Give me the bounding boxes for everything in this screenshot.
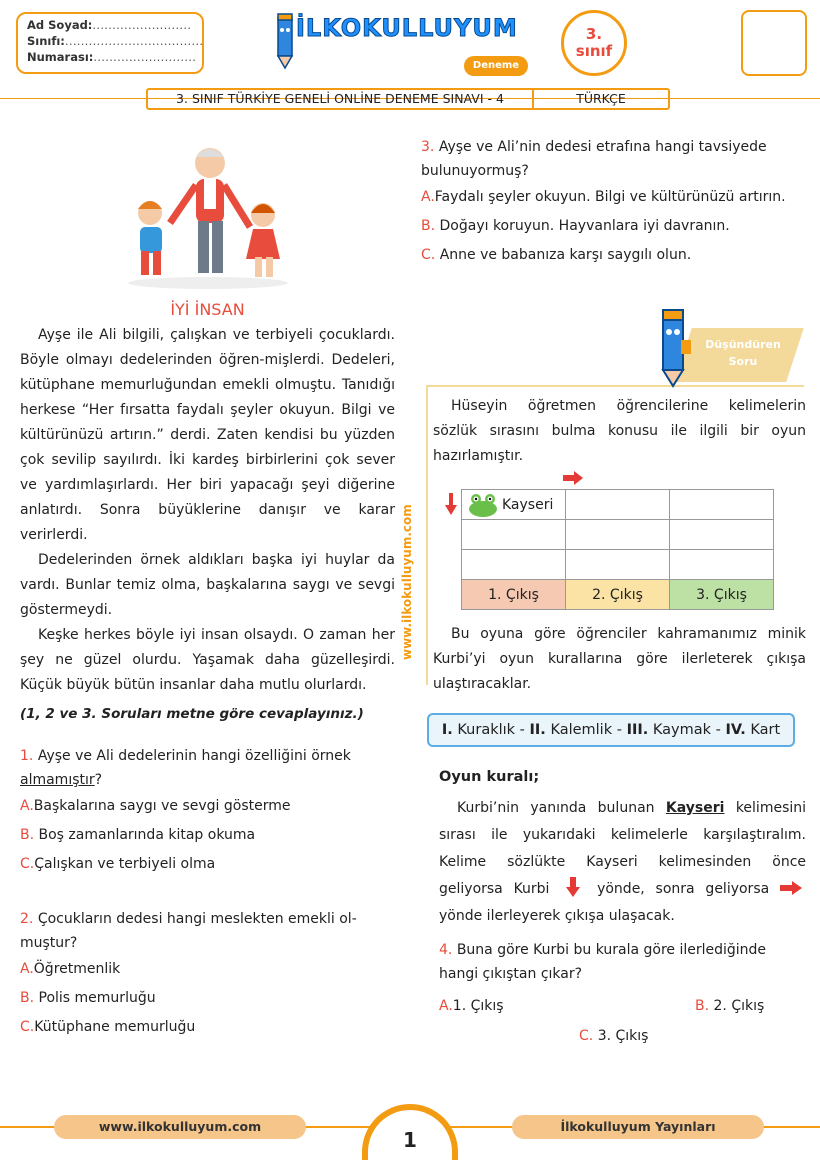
option-text: 2. Çıkış bbox=[713, 998, 765, 1014]
option-2b[interactable] bbox=[20, 984, 395, 1013]
option-text: Faydalı şeyler okuyun. Bilgi ve kültürünüzü artırın. bbox=[434, 189, 786, 205]
rule-text-b: kelimesini sırası ile yukarıdaki kelimelerle karşılaştıralım. Kelime sözlükte Kayseri kelimesinden önce geliyorsa Kurbi bbox=[439, 800, 807, 897]
option-text: Öğretmenlik bbox=[33, 961, 121, 977]
word-list-box: I. Kuraklık - II. Kalemlik - III. Kaymak - IV. Kart bbox=[427, 713, 795, 747]
down-arrow-icon bbox=[445, 493, 457, 515]
q4-options bbox=[421, 992, 806, 1052]
option-text: Anne ve babanıza karşı saygılı olun. bbox=[439, 247, 692, 263]
exit-2: 2. Çıkış bbox=[566, 580, 670, 610]
story-paragraph-1: Ayşe ile Ali bilgili, çalışkan ve terbiyeli çocuklardı. Böyle olmayı dedelerinden öğren-mişlerdi. Dedeleri, kütüphane memurluğundan emekli olmuştu. Tanıdığı herkese “Her fırsatta faydalı şeyler okuyun. Bilgi ve kültürünüzü artırın.” derdi. Zaten kendisi bu yüzden çok sevilip sayılırdı. İki kardeş birbirlerini çok sever ve yardımlaşırlardı. Her biri yapacağı şeyi diğerine anlatırdı. Sonra büyüklerine danışır ve karar verirlerdi. bbox=[20, 327, 395, 543]
game-board bbox=[421, 489, 806, 610]
pencil-mascot-icon bbox=[653, 304, 693, 388]
grid-cell bbox=[566, 550, 670, 580]
question-text: Çocukların dedesi hangi meslekten emekli ol-muştur? bbox=[20, 911, 357, 951]
grid-cell bbox=[670, 520, 774, 550]
option-4a[interactable] bbox=[439, 992, 504, 1021]
grade-label: sınıf bbox=[575, 42, 613, 60]
think-label-line-2: Soru bbox=[728, 355, 758, 368]
option-4b[interactable] bbox=[695, 992, 764, 1021]
word-item: Kalemlik bbox=[550, 722, 613, 738]
option-letter: B. bbox=[421, 218, 436, 234]
question-1 bbox=[20, 744, 395, 792]
option-letter: C. bbox=[20, 1019, 35, 1035]
option-text: Boş zamanlarında kitap okuma bbox=[38, 827, 256, 843]
footer-publisher: İlkokulluyum Yayınları bbox=[512, 1115, 764, 1139]
name-field: Ad Soyad:......................... bbox=[27, 18, 192, 32]
question-emphasis: almamıştır bbox=[20, 772, 95, 788]
down-arrow-icon bbox=[566, 877, 580, 897]
logo-badge: Deneme bbox=[464, 56, 528, 76]
grid-cell bbox=[566, 490, 670, 520]
option-text: Çalışkan ve terbiyeli olma bbox=[34, 856, 216, 872]
score-box bbox=[741, 10, 807, 76]
grid-cell bbox=[670, 550, 774, 580]
think-label-line-1: Düşündüren bbox=[705, 338, 781, 351]
option-4c[interactable] bbox=[579, 1022, 648, 1051]
footer-website[interactable]: www.ilkokulluyum.com bbox=[54, 1115, 306, 1139]
rule-text-c: yönde, sonra geliyorsa bbox=[597, 881, 770, 897]
question-2 bbox=[20, 907, 395, 955]
left-column bbox=[20, 135, 395, 1042]
arrow-row bbox=[421, 469, 806, 487]
option-letter: A. bbox=[20, 961, 34, 977]
student-info-box bbox=[16, 12, 204, 74]
right-arrow-icon bbox=[563, 471, 583, 485]
question-3 bbox=[421, 135, 806, 183]
option-1a[interactable] bbox=[20, 792, 395, 821]
option-1c[interactable] bbox=[20, 850, 395, 879]
word-item: Kaymak bbox=[652, 722, 712, 738]
roman-numeral: III. bbox=[626, 722, 649, 738]
option-3c[interactable] bbox=[421, 241, 806, 270]
think-question-header bbox=[421, 300, 806, 390]
story-paragraph-2: Dedelerinden örnek aldıkları başka iyi huylar da vardı. Bunlar temiz olma, başkalarına saygı ve sevgi göstermeydi. bbox=[20, 552, 395, 618]
exam-title-bar bbox=[146, 88, 670, 110]
grid-cell bbox=[670, 490, 774, 520]
roman-numeral: IV. bbox=[725, 722, 746, 738]
option-2c[interactable] bbox=[20, 1013, 395, 1042]
logo bbox=[268, 8, 538, 80]
word-item: Kart bbox=[750, 722, 781, 738]
think-label bbox=[691, 336, 795, 370]
pencil-mascot-icon bbox=[272, 10, 298, 70]
start-cell bbox=[462, 490, 566, 520]
story-title: İYİ İNSAN bbox=[170, 300, 245, 319]
question-text: Ayşe ve Ali dedelerinin hangi özelliğini örnek bbox=[37, 748, 351, 764]
option-3a[interactable] bbox=[421, 183, 806, 212]
option-letter: C. bbox=[20, 856, 35, 872]
option-text: 3. Çıkış bbox=[597, 1028, 649, 1044]
rule-title: Oyun kuralı; bbox=[439, 769, 540, 785]
grade-number: 3. bbox=[585, 25, 603, 43]
option-letter: B. bbox=[20, 990, 35, 1006]
option-letter: A. bbox=[439, 998, 453, 1014]
page-number: 1 bbox=[362, 1104, 458, 1160]
option-letter: A. bbox=[20, 798, 34, 814]
start-word: Kayseri bbox=[502, 496, 554, 513]
side-url: www.ilkokulluyum.com bbox=[400, 504, 414, 660]
option-letter: B. bbox=[20, 827, 35, 843]
option-text: 1. Çıkış bbox=[452, 998, 504, 1014]
option-1b[interactable] bbox=[20, 821, 395, 850]
exit-3: 3. Çıkış bbox=[670, 580, 774, 610]
grid-cell bbox=[566, 520, 670, 550]
grade-badge bbox=[561, 10, 627, 76]
question-text: Buna göre Kurbi bu kurala göre ilerlediğinde hangi çıkıştan çıkar? bbox=[439, 942, 767, 982]
game-intro: Hüseyin öğretmen öğrencilerine kelimelerin sözlük sırasını bulma konusu ile ilgili bir oyun hazırlamıştır. bbox=[433, 398, 806, 464]
option-text: Başkalarına saygı ve sevgi gösterme bbox=[33, 798, 291, 814]
question-end: ? bbox=[94, 772, 103, 788]
option-text: Kütüphane memurluğu bbox=[34, 1019, 196, 1035]
rule-key-word: Kayseri bbox=[665, 800, 725, 816]
instruction-note: (1, 2 ve 3. Soruları metne göre cevaplayınız.) bbox=[20, 706, 364, 722]
game-grid bbox=[461, 489, 774, 610]
number-field: Numarası:.......................... bbox=[27, 50, 197, 64]
question-number: 2. bbox=[20, 911, 34, 927]
exit-1: 1. Çıkış bbox=[462, 580, 566, 610]
option-3b[interactable] bbox=[421, 212, 806, 241]
grid-cell bbox=[462, 520, 566, 550]
word-item: Kuraklık bbox=[457, 722, 516, 738]
logo-text: İLKOKULLUYUM bbox=[296, 14, 518, 42]
option-text: Doğayı koruyun. Hayvanlara iyi davranın. bbox=[439, 218, 730, 234]
rule-text-d: yönde ilerleyerek çıkışa ulaşacak. bbox=[439, 908, 675, 924]
grandfather-children-illustration bbox=[108, 135, 308, 290]
roman-numeral: II. bbox=[529, 722, 546, 738]
frog-icon bbox=[466, 492, 500, 518]
option-letter: A. bbox=[421, 189, 435, 205]
exam-title: 3. SINIF TÜRKİYE GENELİ ONLİNE DENEME SINAVI - 4 bbox=[148, 90, 534, 108]
option-letter: C. bbox=[421, 247, 436, 263]
rule-text bbox=[439, 795, 806, 930]
game-after: Bu oyuna göre öğrenciler kahramanımız minik Kurbi’yi oyun kurallarına göre ilerleterek çıkışa ulaştıracaklar. bbox=[433, 626, 806, 692]
option-letter: C. bbox=[579, 1028, 594, 1044]
question-number: 4. bbox=[439, 942, 453, 958]
question-number: 1. bbox=[20, 748, 34, 764]
roman-numeral: I. bbox=[441, 722, 453, 738]
class-field: Sınıfı:................................... bbox=[27, 34, 204, 48]
right-arrow-icon bbox=[780, 881, 802, 895]
story-paragraph-3: Keşke herkes böyle iyi insan olsaydı. O zaman her şey ne güzel olurdu. Yaşamak daha güzelleşirdi. Küçük büyük bütün insanlar daha mutlu olurlardı. bbox=[20, 627, 395, 693]
option-text: Polis memurluğu bbox=[38, 990, 156, 1006]
option-letter: B. bbox=[695, 998, 710, 1014]
subject-label: TÜRKÇE bbox=[576, 91, 626, 106]
option-2a[interactable] bbox=[20, 955, 395, 984]
question-text: Ayşe ve Ali’nin dedesi etrafına hangi tavsiyede bulunuyormuş? bbox=[421, 139, 767, 179]
question-4 bbox=[439, 938, 806, 986]
question-number: 3. bbox=[421, 139, 435, 155]
right-column bbox=[421, 135, 806, 1052]
rule-text-a: Kurbi’nin yanında bulunan bbox=[457, 800, 655, 816]
grid-cell bbox=[462, 550, 566, 580]
